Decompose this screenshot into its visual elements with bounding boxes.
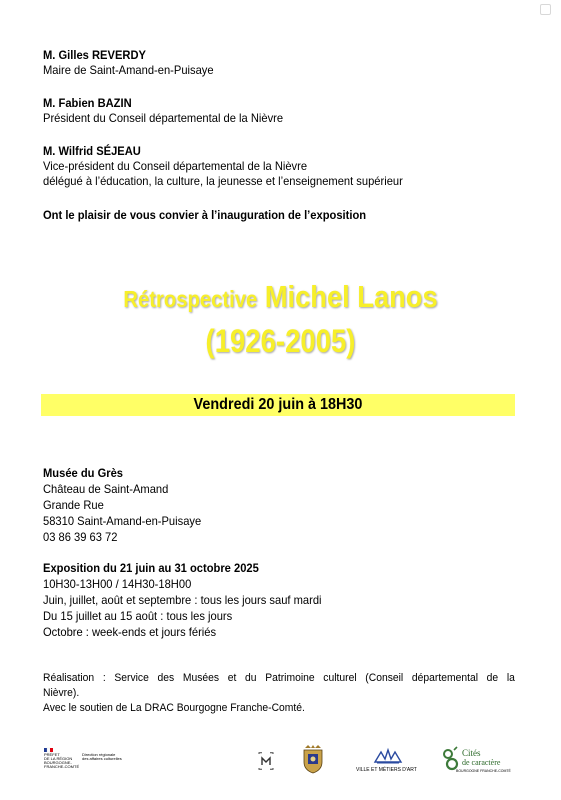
schedule-line: Juin, juillet, août et septembre : tous les jours sauf mardi [43,593,322,607]
host-1-name: M. Gilles REVERDY [43,48,146,62]
exhibition-title [34,277,528,319]
credits-support: Avec le soutien de La DRAC Bourgogne Franche-Comté. [43,702,305,714]
title-years: (1926-2005) [205,323,356,359]
schedule-line: Du 15 juillet au 15 août : tous les jours [43,609,233,623]
schedule-line: Octobre : week-ends et jours fériés [43,625,217,639]
invitation-text: Ont le plaisir de vous convier à l’inauguration de l’exposition [43,208,367,222]
museum-m-icon [257,752,275,770]
host-3-role-1: Vice-président du Conseil départemental de la Nièvre [43,159,308,173]
venue-name: Musée du Grès [43,466,124,480]
prefecture-text-1: PRÉFET [44,752,60,757]
title-prefix: Rétrospective [123,286,258,312]
drac-text-2: des affaires culturelles [82,756,122,761]
prefecture-text-4: FRANCHE-COMTÉ [44,764,80,769]
host-3 [43,144,403,189]
venue-phone: 03 86 39 63 72 [43,530,118,544]
cites-text-1: Cités [462,748,481,758]
prefecture-text-2: DE LA RÉGION [44,756,73,761]
venue-line: Grande Rue [43,498,104,512]
corner-mark [540,4,551,15]
event-date: Vendredi 20 juin à 18H30 [193,396,363,413]
vma-text: VILLE ET MÉTIERS D'ART [356,767,417,773]
schedule-line: 10H30-13H00 / 14H30-18H00 [43,577,192,591]
venue-line: 58310 Saint-Amand-en-Puisaye [43,514,202,528]
cites-text-2: de caractère [462,758,501,767]
host-2-name: M. Fabien BAZIN [43,96,132,110]
host-3-role-2: délégué à l’éducation, la culture, la jeunesse et l’enseignement supérieur [43,174,403,188]
credits-realisation-line2: Nièvre). [43,687,80,699]
ville-metiers-art-icon [355,746,421,774]
host-1 [43,48,214,78]
drac-text-1: Direction régionale [82,752,116,757]
prefecture-logo [44,745,124,773]
schedule-heading: Exposition du 21 juin au 31 octobre 2025 [43,561,259,575]
date-band [41,394,515,416]
town-crest-icon [302,744,324,774]
host-2 [43,96,283,126]
credits-realisation-line1: Réalisation : Service des Musées et du Patrimoine culturel (Conseil départemental de la [43,672,515,684]
cites-text-3: BOURGOGNE FRANCHE-COMTÉ [456,769,511,773]
schedule-block [43,560,322,640]
credits-block [43,671,515,716]
host-3-name: M. Wilfrid SÉJEAU [43,144,141,158]
partner-logos [0,740,561,780]
prefecture-text-3: BOURGOGNE- [44,760,72,765]
venue-line: Château de Saint-Amand [43,482,169,496]
host-1-role: Maire de Saint-Amand-en-Puisaye [43,63,214,77]
venue-block [43,465,201,545]
host-2-role: Président du Conseil départemental de la Nièvre [43,111,284,125]
cites-caractere-icon [442,744,518,776]
title-artist-name: Michel Lanos [264,279,438,314]
